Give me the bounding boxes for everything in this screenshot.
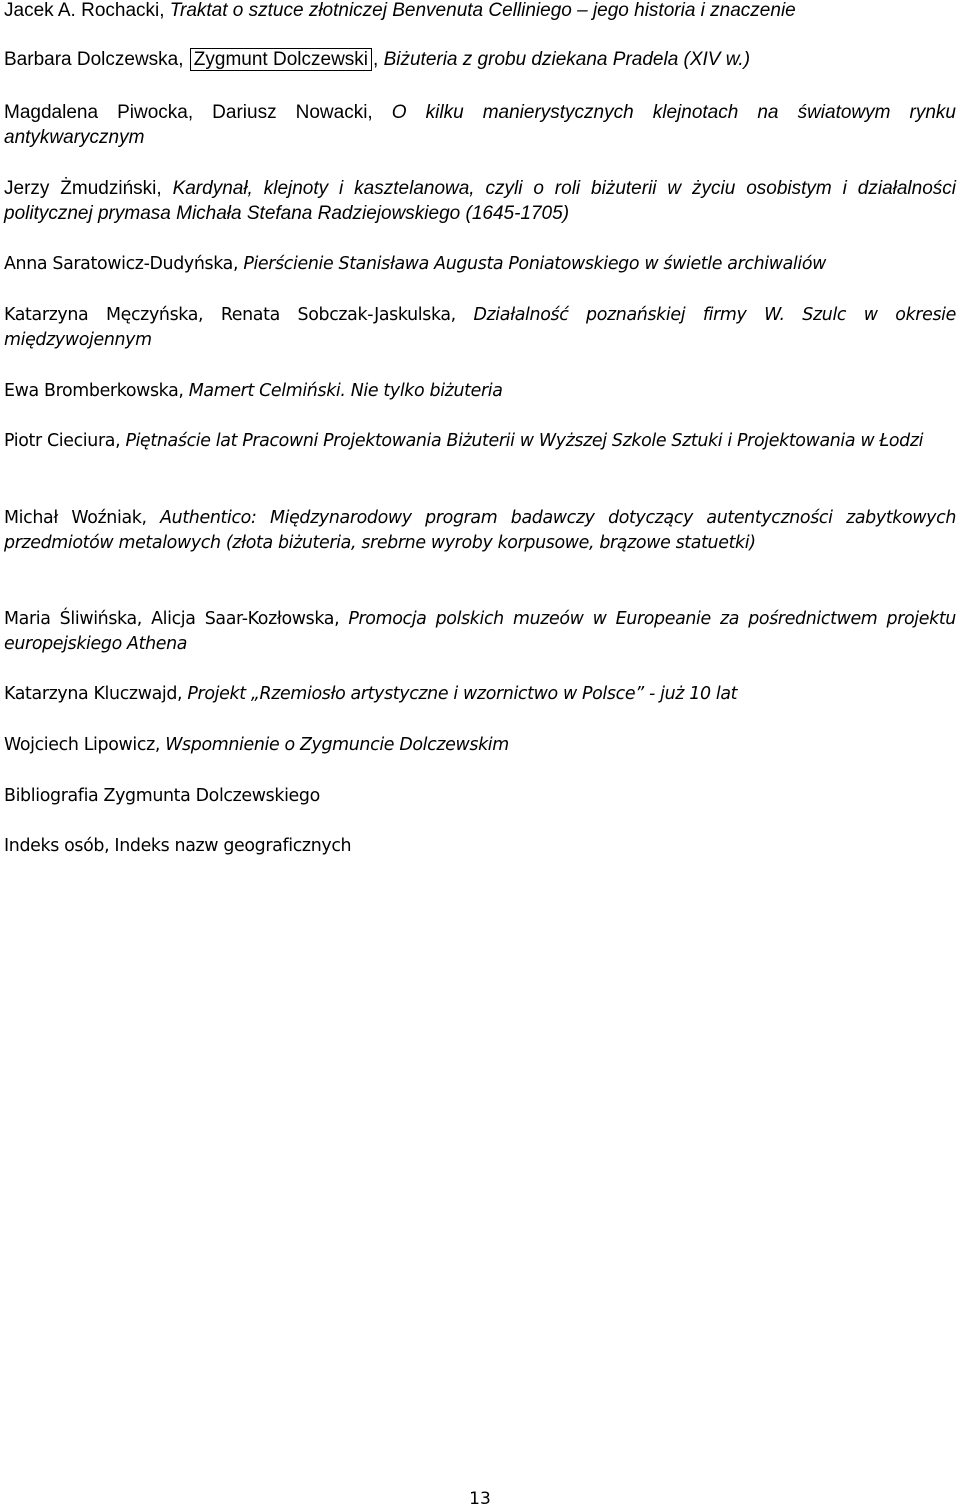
- highlighted-author: Zygmunt Dolczewski: [190, 48, 372, 71]
- toc-entry: [4, 303, 956, 353]
- toc-entry: [4, 834, 956, 859]
- toc-entry: [4, 784, 956, 809]
- entry-text: Bibliografia Zygmunta Dolczewskiego: [4, 786, 320, 806]
- entry-author: Barbara Dolczewska,: [4, 49, 189, 70]
- entry-title: Piętnaście lat Pracowni Projektowania Biżuterii w Wyższej Szkole Sztuki i Projektowania w Łodzi: [125, 431, 924, 451]
- entry-title: Mamert Celmiński. Nie tylko biżuteria: [188, 381, 503, 401]
- entry-author: Katarzyna Męczyńska, Renata Sobczak-Jaskulska,: [4, 305, 474, 325]
- page-number: 13: [469, 1489, 491, 1509]
- entry-title: Wspomnienie o Zygmuncie Dolczewskim: [165, 735, 509, 755]
- entry-title: Authentico: Międzynarodowy program badawczy dotyczący autentyczności zabytkowych przedmiotów metalowych (złota biżuteria, srebrne wyroby korpusowe, brązowe statuetki): [4, 508, 956, 553]
- entry-title: Projekt „Rzemiosło artystyczne i wzornictwo w Polsce” - już 10 lat: [187, 684, 738, 704]
- entry-title: O kilku manierystycznych klejnotach na światowym rynku antykwarycznym: [4, 102, 956, 148]
- entry-author: Piotr Cieciura,: [4, 431, 126, 451]
- toc-entry: [4, 682, 956, 707]
- entry-title: Kardynał, klejnoty i kasztelanowa, czyli o roli biżuterii w życiu osobistym i działalności politycznej prymasa Michała Stefana Radziejowskiego (1645-1705): [4, 178, 957, 224]
- entry-title: Działalność poznańskiej firmy W. Szulc w okresie międzywojennym: [4, 305, 956, 350]
- entry-author: Magdalena Piwocka, Dariusz Nowacki,: [4, 102, 392, 123]
- entry-author: Maria Śliwińska, Alicja Saar-Kozłowska,: [4, 609, 349, 629]
- entry-author: Anna Saratowicz-Dudyńska,: [4, 254, 244, 274]
- entry-author-separator: ,: [373, 49, 384, 70]
- toc-entry: [4, 506, 956, 556]
- toc-entry: [4, 607, 956, 657]
- entry-title: Traktat o sztuce złotniczej Benvenuta Celliniego – jego historia i znaczenie: [169, 0, 796, 21]
- entry-text: Indeks osób, Indeks nazw geograficznych: [4, 836, 352, 856]
- entry-author: Ewa Bromberkowska,: [4, 381, 189, 401]
- toc-entry: [4, 176, 956, 226]
- toc-entry: [4, 733, 956, 758]
- entry-title: Biżuteria z grobu dziekana Pradela (XIV w.): [383, 49, 751, 70]
- toc-entry: [4, 379, 956, 404]
- entry-author: Michał Woźniak,: [4, 508, 161, 528]
- toc-entry: [4, 47, 956, 72]
- toc-entry: [4, 252, 956, 277]
- toc-entry: [4, 100, 956, 150]
- entry-title: Promocja polskich muzeów w Europeanie za pośrednictwem projektu europejskiego Athena: [4, 609, 956, 654]
- entry-author: Jerzy Żmudziński,: [4, 178, 173, 199]
- entry-author: Jacek A. Rochacki,: [4, 0, 170, 21]
- toc-entry: [4, 429, 956, 454]
- entry-title: Pierścienie Stanisława Augusta Poniatowskiego w świetle archiwaliów: [243, 254, 827, 274]
- entry-author: Wojciech Lipowicz,: [4, 735, 166, 755]
- toc-entry: [4, 0, 956, 23]
- entry-author: Katarzyna Kluczwajd,: [4, 684, 188, 704]
